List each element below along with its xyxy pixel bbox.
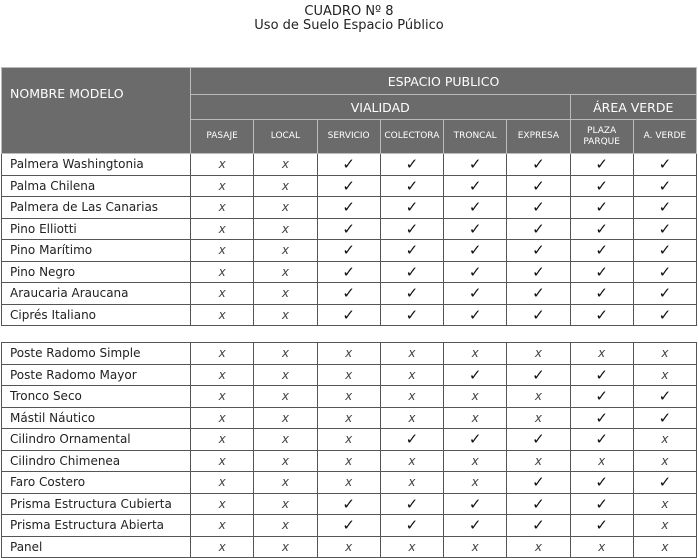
column-header: LOCAL	[254, 120, 317, 154]
check-icon: ✓	[570, 386, 633, 408]
cross-icon: x	[254, 536, 317, 558]
table-row	[2, 175, 697, 197]
cross-icon: x	[191, 364, 254, 386]
check-icon: ✓	[380, 283, 443, 305]
table-row	[2, 472, 697, 494]
check-icon: ✓	[317, 218, 380, 240]
check-icon: ✓	[507, 261, 570, 283]
cross-icon: x	[317, 472, 380, 494]
cross-icon: x	[444, 472, 507, 494]
model-name: Pino Marítimo	[2, 240, 191, 262]
check-icon: ✓	[570, 515, 633, 537]
cross-icon: x	[570, 450, 633, 472]
cross-icon: x	[380, 407, 443, 429]
check-icon: ✓	[380, 218, 443, 240]
check-icon: ✓	[444, 175, 507, 197]
cross-icon: x	[507, 343, 570, 365]
cross-icon: x	[633, 515, 696, 537]
cross-icon: x	[191, 429, 254, 451]
cross-icon: x	[317, 386, 380, 408]
check-icon: ✓	[570, 261, 633, 283]
check-icon: ✓	[570, 429, 633, 451]
cross-icon: x	[633, 493, 696, 515]
check-icon: ✓	[633, 197, 696, 219]
check-icon: ✓	[507, 493, 570, 515]
land-use-table-structures	[1, 342, 697, 558]
model-name: Pino Negro	[2, 261, 191, 283]
column-header: A. VERDE	[633, 120, 696, 154]
cross-icon: x	[191, 536, 254, 558]
cross-icon: x	[254, 175, 317, 197]
check-icon: ✓	[444, 515, 507, 537]
cross-icon: x	[191, 407, 254, 429]
table-row	[2, 197, 697, 219]
check-icon: ✓	[507, 240, 570, 262]
cross-icon: x	[507, 386, 570, 408]
column-header: TRONCAL	[444, 120, 507, 154]
table-row	[2, 450, 697, 472]
table-row	[2, 493, 697, 515]
check-icon: ✓	[380, 515, 443, 537]
cross-icon: x	[254, 343, 317, 365]
cross-icon: x	[191, 175, 254, 197]
cross-icon: x	[254, 304, 317, 326]
model-name: Cilindro Chimenea	[2, 450, 191, 472]
column-header: SERVICIO	[317, 120, 380, 154]
check-icon: ✓	[444, 493, 507, 515]
cross-icon: x	[254, 197, 317, 219]
model-name: Pino Elliotti	[2, 218, 191, 240]
check-icon: ✓	[570, 493, 633, 515]
cross-icon: x	[444, 450, 507, 472]
cross-icon: x	[191, 493, 254, 515]
check-icon: ✓	[317, 304, 380, 326]
check-icon: ✓	[317, 175, 380, 197]
cross-icon: x	[254, 386, 317, 408]
check-icon: ✓	[570, 472, 633, 494]
cross-icon: x	[317, 429, 380, 451]
check-icon: ✓	[570, 154, 633, 176]
model-name: Ciprés Italiano	[2, 304, 191, 326]
cross-icon: x	[633, 536, 696, 558]
check-icon: ✓	[507, 364, 570, 386]
check-icon: ✓	[507, 197, 570, 219]
cross-icon: x	[254, 154, 317, 176]
check-icon: ✓	[317, 493, 380, 515]
cross-icon: x	[444, 343, 507, 365]
model-name: Palmera de Las Canarias	[2, 197, 191, 219]
check-icon: ✓	[633, 407, 696, 429]
cross-icon: x	[507, 536, 570, 558]
cross-icon: x	[633, 429, 696, 451]
model-name: Tronco Seco	[2, 386, 191, 408]
check-icon: ✓	[444, 154, 507, 176]
column-header: PASAJE	[191, 120, 254, 154]
check-icon: ✓	[633, 304, 696, 326]
cross-icon: x	[570, 536, 633, 558]
check-icon: ✓	[317, 197, 380, 219]
cross-icon: x	[570, 343, 633, 365]
check-icon: ✓	[570, 364, 633, 386]
check-icon: ✓	[444, 364, 507, 386]
table-title: CUADRO Nº 8	[304, 4, 394, 19]
cross-icon: x	[254, 515, 317, 537]
check-icon: ✓	[317, 261, 380, 283]
column-header: PLAZA PARQUE	[570, 120, 633, 154]
model-name: Panel	[2, 536, 191, 558]
cross-icon: x	[191, 240, 254, 262]
check-icon: ✓	[380, 197, 443, 219]
model-name: Prisma Estructura Abierta	[2, 515, 191, 537]
check-icon: ✓	[444, 261, 507, 283]
check-icon: ✓	[633, 283, 696, 305]
cross-icon: x	[254, 283, 317, 305]
cross-icon: x	[380, 386, 443, 408]
header-vialidad: VIALIDAD	[191, 95, 571, 120]
check-icon: ✓	[633, 218, 696, 240]
header-name-model: NOMBRE MODELO	[2, 68, 191, 154]
cross-icon: x	[317, 536, 380, 558]
check-icon: ✓	[444, 429, 507, 451]
cross-icon: x	[191, 450, 254, 472]
model-name: Prisma Estructura Cubierta	[2, 493, 191, 515]
model-name: Mástil Náutico	[2, 407, 191, 429]
table-subtitle: Uso de Suelo Espacio Público	[254, 18, 444, 33]
model-name: Poste Radomo Simple	[2, 343, 191, 365]
table-row	[2, 154, 697, 176]
check-icon: ✓	[633, 386, 696, 408]
check-icon: ✓	[633, 240, 696, 262]
check-icon: ✓	[570, 175, 633, 197]
check-icon: ✓	[380, 175, 443, 197]
table-row	[2, 261, 697, 283]
check-icon: ✓	[570, 407, 633, 429]
cross-icon: x	[380, 450, 443, 472]
table-row	[2, 283, 697, 305]
check-icon: ✓	[507, 154, 570, 176]
check-icon: ✓	[507, 304, 570, 326]
table-row	[2, 407, 697, 429]
check-icon: ✓	[317, 515, 380, 537]
cross-icon: x	[444, 407, 507, 429]
check-icon: ✓	[444, 283, 507, 305]
cross-icon: x	[191, 154, 254, 176]
cross-icon: x	[254, 261, 317, 283]
cross-icon: x	[380, 472, 443, 494]
check-icon: ✓	[380, 240, 443, 262]
check-icon: ✓	[380, 304, 443, 326]
check-icon: ✓	[444, 197, 507, 219]
check-icon: ✓	[317, 154, 380, 176]
table-row	[2, 364, 697, 386]
header-espacio-publico: ESPACIO PUBLICO	[191, 68, 697, 95]
model-name: Cilindro Ornamental	[2, 429, 191, 451]
check-icon: ✓	[507, 472, 570, 494]
cross-icon: x	[633, 364, 696, 386]
cross-icon: x	[444, 386, 507, 408]
check-icon: ✓	[570, 197, 633, 219]
check-icon: ✓	[380, 429, 443, 451]
cross-icon: x	[191, 304, 254, 326]
check-icon: ✓	[444, 240, 507, 262]
check-icon: ✓	[444, 218, 507, 240]
header-area-verde: ÁREA VERDE	[570, 95, 697, 120]
check-icon: ✓	[633, 175, 696, 197]
cross-icon: x	[191, 343, 254, 365]
model-name: Araucaria Araucana	[2, 283, 191, 305]
check-icon: ✓	[444, 304, 507, 326]
check-icon: ✓	[380, 154, 443, 176]
cross-icon: x	[191, 386, 254, 408]
cross-icon: x	[191, 283, 254, 305]
cross-icon: x	[254, 493, 317, 515]
check-icon: ✓	[507, 218, 570, 240]
cross-icon: x	[633, 343, 696, 365]
cross-icon: x	[191, 261, 254, 283]
table-row	[2, 536, 697, 558]
check-icon: ✓	[507, 283, 570, 305]
cross-icon: x	[191, 515, 254, 537]
model-name: Faro Costero	[2, 472, 191, 494]
check-icon: ✓	[317, 240, 380, 262]
cross-icon: x	[380, 343, 443, 365]
cross-icon: x	[191, 218, 254, 240]
cross-icon: x	[317, 407, 380, 429]
table-row	[2, 218, 697, 240]
cross-icon: x	[317, 343, 380, 365]
table-row	[2, 240, 697, 262]
model-name: Poste Radomo Mayor	[2, 364, 191, 386]
check-icon: ✓	[570, 218, 633, 240]
cross-icon: x	[254, 450, 317, 472]
cross-icon: x	[633, 450, 696, 472]
model-name: Palma Chilena	[2, 175, 191, 197]
check-icon: ✓	[570, 304, 633, 326]
cross-icon: x	[254, 429, 317, 451]
table-row	[2, 515, 697, 537]
cross-icon: x	[380, 536, 443, 558]
cross-icon: x	[191, 472, 254, 494]
cross-icon: x	[444, 536, 507, 558]
table-row	[2, 343, 697, 365]
cross-icon: x	[380, 364, 443, 386]
cross-icon: x	[317, 450, 380, 472]
table-row	[2, 304, 697, 326]
cross-icon: x	[507, 450, 570, 472]
table-row	[2, 429, 697, 451]
check-icon: ✓	[570, 283, 633, 305]
model-name: Palmera Washingtonia	[2, 154, 191, 176]
check-icon: ✓	[380, 493, 443, 515]
column-header: EXPRESA	[507, 120, 570, 154]
check-icon: ✓	[507, 175, 570, 197]
column-header: COLECTORA	[380, 120, 443, 154]
cross-icon: x	[317, 364, 380, 386]
check-icon: ✓	[317, 283, 380, 305]
cross-icon: x	[254, 240, 317, 262]
check-icon: ✓	[380, 261, 443, 283]
cross-icon: x	[254, 472, 317, 494]
check-icon: ✓	[507, 429, 570, 451]
cross-icon: x	[254, 218, 317, 240]
table-row	[2, 386, 697, 408]
cross-icon: x	[507, 407, 570, 429]
cross-icon: x	[254, 364, 317, 386]
cross-icon: x	[191, 197, 254, 219]
cross-icon: x	[254, 407, 317, 429]
check-icon: ✓	[507, 515, 570, 537]
check-icon: ✓	[570, 240, 633, 262]
check-icon: ✓	[633, 154, 696, 176]
check-icon: ✓	[633, 261, 696, 283]
check-icon: ✓	[633, 472, 696, 494]
land-use-table	[1, 67, 697, 326]
